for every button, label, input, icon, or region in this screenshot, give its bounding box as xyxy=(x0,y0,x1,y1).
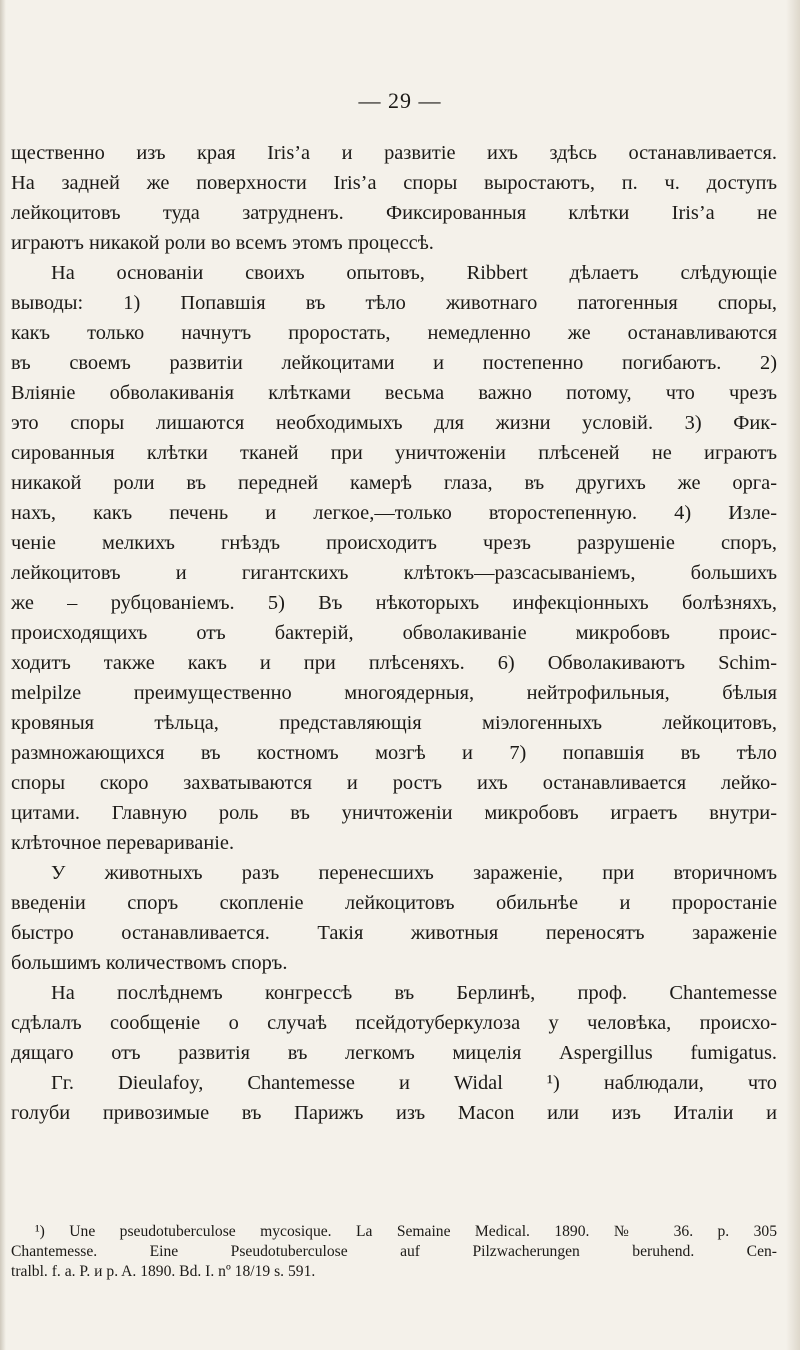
footnote-line: tralbl. f. a. P. и p. A. 1890. Bd. I. nº 18/19 s. 591. xyxy=(11,1263,316,1280)
text-line: дящаго отъ развитія въ легкомъ мицелія Aspergillus fumigatus. xyxy=(11,1042,777,1064)
text-line: никакой роли въ передней камерѣ глаза, въ другихъ же орга- xyxy=(11,472,777,494)
text-line: На послѣднемъ конгрессѣ въ Берлинѣ, проф. Chantemesse xyxy=(51,982,777,1004)
text-line: цитами. Главную роль въ уничтоженіи микробовъ играетъ внутри- xyxy=(11,802,777,824)
text-line: введеніи споръ скопленіе лейкоцитовъ обильнѣе и проростаніе xyxy=(11,892,777,914)
text-line: большимъ количествомъ споръ. xyxy=(11,952,288,974)
text-line: melpilze преимущественно многоядерныя, нейтрофильныя, бѣлыя xyxy=(11,682,777,704)
text-line: размножающихся въ костномъ мозгѣ и 7) попавшія въ тѣло xyxy=(11,742,777,764)
text-line: ченіе мелкихъ гнѣздъ происходитъ чрезъ разрушеніе споръ, xyxy=(11,532,777,554)
text-line: клѣточное перевариваніе. xyxy=(11,832,235,854)
text-line: выводы: 1) Попавшія въ тѣло животнаго патогенныя споры, xyxy=(11,292,777,314)
text-line: быстро останавливается. Такія животныя переносятъ зараженіе xyxy=(11,922,777,944)
page-edge-right xyxy=(786,0,800,1350)
text-line: сированныя клѣтки тканей при уничтоженіи плѣсеней не играютъ xyxy=(11,442,777,464)
text-line: голуби привозимые въ Парижъ изъ Macon или изъ Италіи и xyxy=(11,1102,777,1124)
page-number: — 29 — xyxy=(358,88,442,113)
text-line: какъ только начнутъ проростать, немедленно же останавливаются xyxy=(11,322,777,344)
footnote-line: Chantemesse. Eine Pseudotuberculose auf Pilzwacherungen beruhend. Cen- xyxy=(11,1243,777,1260)
text-line: На основаніи своихъ опытовъ, Ribbert дѣлаетъ слѣдующіе xyxy=(51,262,777,284)
text-line: На задней же поверхности Iris’а споры выростаютъ, п. ч. доступъ xyxy=(11,172,777,194)
footnotes xyxy=(11,1222,777,1282)
text-line: кровяныя тѣльца, представляющія міэлогенныхъ лейкоцитовъ, xyxy=(11,712,777,734)
text-line: лейкоцитовъ туда затрудненъ. Фиксированныя клѣтки Iris’а не xyxy=(11,202,777,224)
text-line: Вліяніе обволакиванія клѣтками весьма важно потому, что чрезъ xyxy=(11,382,777,404)
text-line: споры скоро захватываются и ростъ ихъ останавливается лейко- xyxy=(11,772,777,794)
text-line: У животныхъ разъ перенесшихъ зараженіе, при вторичномъ xyxy=(51,862,777,884)
text-line: въ своемъ развитіи лейкоцитами и постепенно погибаютъ. 2) xyxy=(11,352,777,374)
text-line: Гг. Dieulafoy, Chantemesse и Widal ¹) наблюдали, что xyxy=(51,1072,777,1094)
footnote-line: ¹) Une pseudotuberculose mycosique. La Semaine Medical. 1890. № 36. p. 305 xyxy=(35,1223,777,1240)
page-edge-left xyxy=(0,0,6,1350)
text-line: происходящихъ отъ бактерій, обволакиваніе микробовъ проис- xyxy=(11,622,777,644)
text-line: играютъ никакой роли во всемъ этомъ процессѣ. xyxy=(11,232,434,254)
text-line: же – рубцованіемъ. 5) Въ нѣкоторыхъ инфекціонныхъ болѣзняхъ, xyxy=(11,592,777,614)
text-line: щественно изъ края Iris’а и развитіе ихъ здѣсь останавливается. xyxy=(11,142,777,164)
text-line: лейкоцитовъ и гигантскихъ клѣтокъ—разсасываніемъ, большихъ xyxy=(11,562,777,584)
text-line: нахъ, какъ печень и легкое,—только второстепенную. 4) Изле- xyxy=(11,502,777,524)
body-text xyxy=(11,138,777,1128)
text-line: ходитъ также какъ и при плѣсеняхъ. 6) Обволакиваютъ Schim- xyxy=(11,652,777,674)
text-line: сдѣлалъ сообщеніе о случаѣ псейдотуберкулоза у человѣка, происхо- xyxy=(11,1012,777,1034)
text-line: это споры лишаются необходимыхъ для жизни условій. 3) Фик- xyxy=(11,412,777,434)
